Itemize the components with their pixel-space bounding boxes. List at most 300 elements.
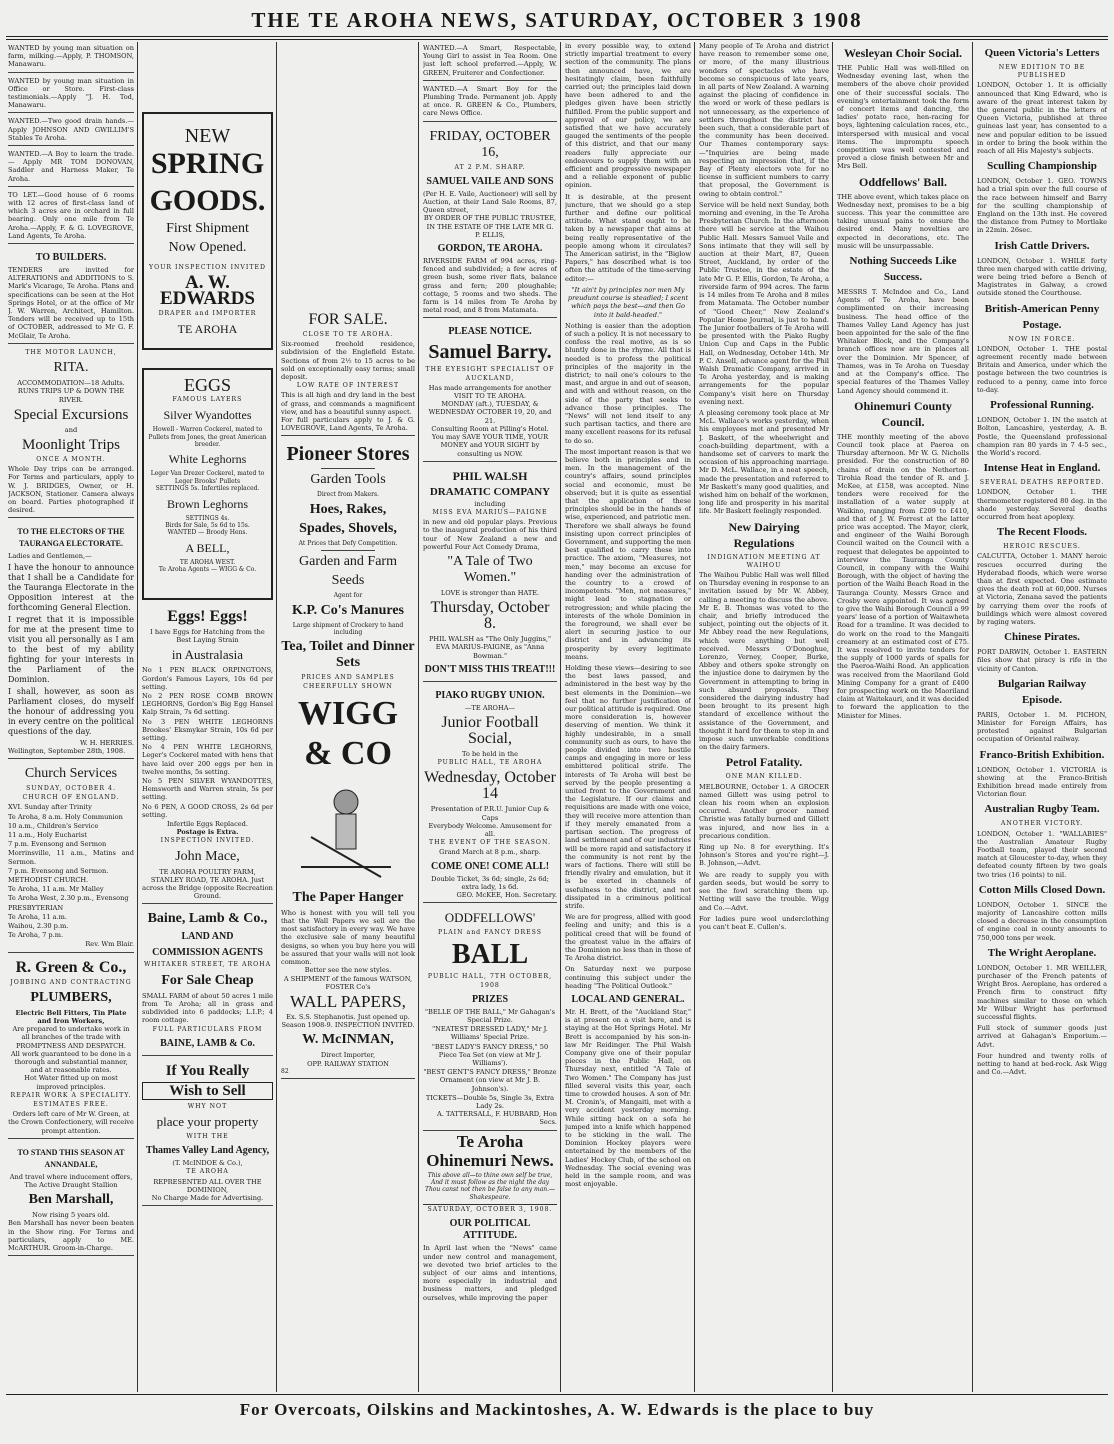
baine-ad [142,906,273,1055]
pen-item: No 6 PEN, A GOOD CROSS, 2s 6d per setting. [142,802,273,819]
dairy-sub: INDIGNATION MEETING AT WAIHOU [707,553,821,569]
postage-extra: Postage is Extra. [176,828,239,837]
presentation-text: Presentation of P.R.U. Junior Cup & Caps [430,805,550,822]
everybody-text: Everybody Welcome. Amusement for all. [428,821,552,838]
vaile-text: (Per H. E. Vaile, Auctioneer) will sell by Auction, at their Land Sale Rooms, 87, Queen street, [423,189,557,215]
column-rule [276,42,277,1392]
stallion-ad [8,1141,134,1256]
with-text: WITH THE [186,1132,229,1140]
rugby-text: LONDON, October 1. "WALLABIES" the Australian Amateur Rugby Football team, played their second match at Gloucester to-day, when they defeated county fifteen by two goals two tries (16 points) to nil. [977,829,1107,879]
church-line: Te Aroha, 11 a.m. Mr Malley [8,885,104,894]
forsale-text: Six-roomed freehold residence, subdivision of the Englefield Estate. Sections of from 2½ to 15 acres to be sold on exceptionally easy terms; small deposit. [281,340,415,382]
auction-order: BY ORDER OF THE PUBLIC TRUSTEE, IN THE ESTATE OF THE LATE MR G. P. ELLIS, [423,214,557,239]
hoes-heading: Hoes, Rakes, [309,501,387,517]
pioneer-heading: Pioneer Stores [286,443,410,466]
thames-town: TE AROHA [186,1168,229,1176]
first-shipment: First Shipment [166,221,249,236]
mace-text: TE AROHA POULTRY FARM, STANLEY ROAD, TE AROHA. Just across the Bridge (opposite Recreation Ground. [142,867,273,901]
tickets-text: Double Ticket, 3s 6d; single, 2s 6d; extra lady, 1s 6d. [431,874,549,891]
walsh-text: in new and old popular plays. Previous to the inaugural production of his third tour of New Zealand a new and powerful Four Act Comedy Drama, [423,518,557,551]
place-heading: place your property [156,1113,259,1129]
barry-text: Has made arrangements for another VISIT TO TE AROHA. [428,383,552,401]
please-notice: PLEASE NOTICE. [448,326,532,338]
riverside-text: RIVERSIDE FARM of 994 acres, ring-fenced and subdivided; a few acres of green bush, some river flats, balance grass and fern; 200 ploughable; cottage, 5 rooms and two sheds. The farm is 14 miles from Te Aroha by metal road, and 8 from Matamata. [423,257,557,315]
baine-full: FULL PARTICULARS FROM [152,1025,263,1033]
church-line: Te Aroha West, 2.30 p.m., Evensong [8,894,129,903]
spring-heading: SPRING [150,147,265,180]
footer-banner: For Overcoats, Oilskins and Mackintoshes, A. W. Edwards is the place to buy [239,1400,875,1419]
launch-ad [8,346,134,518]
column-5 [565,42,691,1392]
editorial-text: In April last when the "News" came under new control and management, we devoted two brief articles to the subject of our aims and intentions, more especially in industrial and business matters, and pledged ourselves, while improving the paper [423,1244,557,1302]
piako: PIAKO RUGBY UNION. [435,689,545,701]
column-rule [832,42,833,1392]
running-heading: Professional Running. [990,399,1094,412]
green-repair: REPAIR WORK A SPECIALITY. [10,1091,132,1099]
stallion-name: Ben Marshall, [28,1192,114,1208]
green-p: Are prepared to undertake work in all branches of the trade with PROMPTNESS AND DESPATCH. [12,1025,130,1050]
heat-sub: SEVERAL DEATHS REPORTED. [979,479,1105,487]
paper-title-2: Ohinemuri News. [426,1150,554,1170]
column-rule [560,42,561,1392]
electors-title: TO THE ELECTORS OF THE TAURANGA ELECTORATE. [17,527,125,549]
close-heading: CLOSE TO TE AROHA. [302,331,394,338]
wigg-heading: WIGG & CO [297,694,399,772]
postage-heading: British-American Penny Postage. [984,302,1100,331]
love-text: LOVE is stronger than HATE. [440,588,540,597]
dairy-text: The Waihou Public Hall was well filled on Thursday evening in response to an invitation issued by Mr W. Abbey, calling a meeting to discuss the above. Mr E. B. Thomas was voted to the chair, and briefly introduced the subject, pointing out the objects of it. Mr Abbey read the new Regulations, which were anything but well received. Messrs O'Donoghue, Lorenzo, Verney, Cooper, Burke, Abbey and others spoke strongly on the injustice done to dairymen by the Government in attempting to bring in such absurd proposals. They considered the dairying industry had been brought to its present high standard of excellence without the assistance of the Government, and thought it hard for them to step in and impose such unworkable conditions on the dairy farmers. [699,570,829,752]
nothing-text: MESSRS T. McIndoe and Co., Land Agents of Te Aroha, have been complimented on their increasing business. The head office of the Thames Valley Land Agency has just been appointed for the sale of the fine Whitaker Block, and the Company's branch offices now are in places all over the Dominion. Mr Spencer, of Thames, was in Te Aroha on Tuesday and at the Company's office. The special features of the Thames Valley Land Agency should commend it. [837,288,969,395]
eggs-sub: FAMOUS LAYERS [172,396,243,403]
summer-advt: Full stock of summer goods just arrived at Gahagan's Emporium.—Advt. [977,1024,1107,1049]
leghorns-text: Leger Van Drezer Cockerel, mated to Leger Brooks' Pullets [150,470,265,485]
green-title: R. Green & Co., [15,958,127,976]
bell-addr: TE AROHA WEST. [179,558,236,566]
importer-text: Direct Importer, [320,1051,376,1060]
tea-heading: Tea, Toilet and Dinner Sets [281,639,415,671]
church-line: 7 p.m. Evensong and Sermon [8,840,107,849]
church-title: Church Services [24,765,118,781]
baine-commission: COMMISSION AGENTS [152,947,263,959]
electors-p3: I shall, however, as soon as Parliament closes, do myself the honour of addressing you in every centre on the political questions of the day. [8,686,134,736]
whynot: WHY NOT [187,1102,228,1110]
nothing-heading: Nothing Succeeds Like Success. [849,255,957,284]
column-4 [423,42,557,1392]
ball-date: PUBLIC HALL, 7TH OCTOBER, 1908 [427,973,553,989]
electors-greeting: Ladies and Gentlemen,— [8,552,92,561]
wright-heading: The Wright Aeroplane. [987,946,1097,959]
bulgarian-heading: Bulgarian Railway Episode. [997,677,1087,706]
baine-text: SMALL FARM of about 50 acres 1 mile from Te Aroha; all in grass and subdivided into 6 paddocks; L.I.P.; 4 room cottage. [142,991,273,1025]
irish-heading: Irish Cattle Drivers. [994,239,1090,252]
sculling-heading: Sculling Championship [987,160,1097,173]
church-line: Waihou, 2.30 p.m. [8,921,69,930]
pirates-heading: Chinese Pirates. [1004,631,1080,644]
petrol-sub: ONE MAN KILLED. [725,773,803,781]
classified-ad: WANTED.—A Boy to learn the trade. — Apply MR TOM DONOVAN, Saddler and Harness Maker, Te Aroha. [8,148,134,187]
bell-agents: Te Aroha Agents — WIGG & Co. [158,566,257,574]
cotton-heading: Cotton Mills Closed Down. [978,883,1106,896]
petrol-text: MELBOURNE, October 1. A GROCER named Gillett was using petrol to clean his room when an explosion occurred. Another grocer named Christie was fatally burned and Gillett was injured, and now lies in a precarious condition. [699,782,829,840]
eggs-hatching-ad [142,604,273,904]
barry-name: Samuel Barry. [428,341,552,364]
electors-ad [8,520,134,759]
excursions-heading: Special Excursions [13,406,129,423]
plain-fancy: PLAIN and FANCY DRESS [437,929,543,937]
stallion-text: Ben Marshall has never been beaten in the Show ring. For Terms and particulars, apply to ME. McARTHUR. Groom-in-Charge. [8,1219,134,1253]
church-line: PRESBYTERIAN [8,903,64,912]
mcinman-heading: W. McINMAN, [302,1032,394,1048]
bed-advt: Four hundred and twenty rolls of netting to hand at bed-rock. Ask Wigg and Co.—Advt. [977,1051,1107,1077]
masthead-rule-2 [6,39,1108,40]
floods-sub: HEROIC RESCUES. [1003,543,1081,551]
represented: REPRESENTED ALL OVER THE DOMINION, [153,1177,262,1194]
launch-title: THE MOTOR LAUNCH, [25,348,117,356]
prize-list [423,1008,557,1093]
classified-ad: WANTED.—A Smart, Respectable, Young Girl to assist in Tea Room. One just left school preferred.—Apply, W. GREEN, Fruiterer and Confectioner. [423,42,557,81]
paper-title-block [423,1131,557,1206]
electors-date: Wellington, September 28th, 1908. [8,746,126,755]
column-rule [418,42,419,1392]
column-rule [694,42,695,1392]
church-lines [8,803,134,939]
thames-agency: Thames Valley Land Agency, [145,1145,270,1157]
electors-sign: W. H. HERRIES. [79,738,134,747]
heat-text: LONDON, October 1. THE thermometer registered 80 deg. in the shade yesterday. Several deaths occurred from heat apoplexy. [977,488,1107,521]
wyandottes-text: Howell - Warren Cockerel, mated to Pullets from Jones, the great American breeder. [148,426,267,449]
church-line: Te Aroha, 8 a.m. Holy Communion [8,812,123,821]
tools-heading: Garden Tools [310,472,386,488]
motto: This above all—to thine own self be true, And it must follow as the night the day Thou canst not then be false to any man.—Shakespeare. [424,1171,556,1201]
hanger-heading: The Paper Hanger [292,889,404,905]
church-line: METHODIST CHURCH. [8,875,89,884]
draper: DRAPER and IMPORTER [158,310,257,318]
forsale-heading: FOR SALE. [308,311,388,328]
te-aroha: —TE AROHA— [464,703,516,712]
barry-place: Consulting Room at Pilling's Hotel. [431,424,549,433]
franco-text: LONDON, October 1. VICTORIA is showing at the Franco-British Exhibition bread made entirely from Victorian flour. [977,765,1107,799]
wish-heading: Wish to Sell [142,1082,273,1100]
pen-item: No 5 PEN SILVER WYANDOTTES, Hemsworth and Warren strain, 5s per setting. [142,777,273,802]
thursday-date: Thursday, October 8. [430,599,550,633]
editorial-p7: On Saturday next we purpose continuing this subject under the heading "The Political Outlook." [565,965,691,990]
hanger-better: Better see the new styles. [304,966,392,975]
green-ad [8,955,134,1139]
church-ad [8,761,134,953]
mace-invited: INSPECTION INVITED. [160,837,255,845]
ohinemuri-heading: Ohinemuri County Council. [854,398,952,429]
barry-sight: THE EYESIGHT SPECIALIST OF AUCKLAND, [425,366,555,382]
rugby-sub: ANOTHER VICTORY. [1000,820,1084,828]
inspection-invited: YOUR INSPECTION INVITED [149,264,266,271]
prizes-heading: PRIZES [471,993,509,1005]
junior-social: Junior Football Social, [441,713,539,747]
ready-advt: We are ready to supply you with garden seeds, but would be sorry to see the fowl scratching them up. Netting will save the trouble. Wigg and Co.—Advt. [699,870,829,912]
walsh-in: PHIL WALSH as "The Only Juggins," EVA MARIUS-PAIGNE, as "Anna Bowman." [428,635,552,660]
editorial-p5: Holding these views—desiring to see the best laws passed, and administered in the best way by the best elements in the Dominion—we feel that no further justification of our political attitude is required. One more consideration is, however deserving of mention. We think it highly undesirable, in a small community such as ours, to have the people divided into two hostile camps and engaging in more or less embittered political strife. The interests of Te Aroha will best be served by the people presenting a united front to the Government and the Legislature. If our claims and requisitions are made with one voice, they will receive more attention than if they merely emanated from a partisan section. The progress of land settlement and of our industries will be more rapid and satisfactory if the community is not rent by the wars of factions. There will still be friendly rivalry and emulation, but it is be exerted in channels of usefulness to the district, and not dissipated in a criminous political strife. [565,664,691,910]
moonlight-heading: Moonlight Trips [22,436,120,453]
wyandottes-heading: Silver Wyandottes [163,408,252,423]
dramatic-company: DRAMATIC COMPANY [429,485,551,498]
leghorns-heading: White Leghorns [168,452,247,467]
postage-sub: NOW IN FORCE. [1008,335,1076,343]
editorial-p6: We are for progress, allied with good feeling and unity; and this is a political creed that will be found of the greatest value in the affairs of the Dominion no less than in those of Te Aroha district. [565,913,691,963]
builders-ad [8,246,134,344]
running-text: LONDON, October 1. IN the match at Bolton, Lancashire, yesterday, A. B. Postle, the Queensland professional champion ran 80 yards in 7 4-5 sec., the World's record. [977,416,1107,457]
auction-time: AT 2 P.M. SHARP. [454,163,526,171]
classified-ad: TO LET.—Good house of 6 rooms with 12 acres of first-class land of which 3 acres are in orchard in full bearing. Only one mile from Te Aroha.—Apply, F. & G. LOVEGROVE, Land Agents, Te Aroha. [8,189,134,244]
barry-save: You may SAVE YOUR TIME, YOUR MONEY and YOUR SIGHT by consulting us NOW. [431,433,549,458]
pioneer-ad [281,438,415,1079]
ball-tickets: TICKETS—Double 5s, Single 3s, Extra Lady 2s. [425,1093,555,1111]
baine-sale: For Sale Cheap [161,972,254,988]
baine-from: BAINE, LAMB & Co. [160,1037,255,1049]
editorial-title: OUR POLITICAL ATTITUDE. [449,1218,531,1242]
stand-text: And travel where inducement offers, The Active Draught Stallion [9,1172,133,1190]
column-rule [137,42,138,1392]
kp-heading: K.P. Co's Manures [291,602,404,618]
queen-sub: NEW EDITION TO BE PUBLISHED [998,64,1086,80]
rugby-heading: Australian Rugby Team. [984,803,1100,816]
franco-heading: Franco-British Exhibition. [979,748,1105,761]
ring-advt: Ring up No. 8 for everything. It's Johnson's Stores and you're right—J. B. Johnson,—Advt. [699,843,829,868]
green-estimates: ESTIMATES FREE. [33,1101,109,1109]
hall-text: PUBLIC HALL, TE AROHA [437,759,543,767]
church-sub: CHURCH OF ENGLAND. [22,794,120,802]
barry-days: MONDAY (aft.), TUESDAY, & WEDNESDAY OCTOBER 19, 20, and 21. [428,400,552,425]
col3-spacer [281,42,415,307]
man-illustration-icon [281,777,411,887]
settings-text: SETTINGS 5s. Infertiles replaced. [155,485,260,493]
church-sign: Rev. Wm Blair. [85,940,134,949]
irish-text: LONDON, October 1. WHILE forty three men charged with cattle driving, were being tried before a Bench of Magistrates in Galway, a crowd outside stoned the Courthouse. [977,256,1107,298]
pirates-text: PORT DARWIN, October 1. EASTERN files show that piracy is rife in the vicinity of Canton. [977,648,1107,673]
queen-heading: Queen Victoria's Letters [984,47,1100,59]
mcindoe: (T. McINDOE & Co.), [172,1159,243,1168]
baine-title: Baine, Lamb & Co., [147,911,268,927]
direct-text: Direct from Makers. [317,491,379,499]
thames-ad [142,1058,273,1206]
eva-name: MISS EVA MARIUS—PAIGNE [432,508,548,516]
eggs2-heading: Eggs! Eggs! [167,608,248,625]
samples-text: PRICES AND SAMPLES CHEERFULLY SHOWN [301,674,395,690]
masthead: THE TE AROHA NEWS, SATURDAY, OCTOBER 3 1908 [251,8,863,32]
prize-item: "BELLE OF THE BALL," Mr Gahagan's Special Prize. [424,1007,556,1024]
walsh-name: PHIL WALSH [452,468,528,483]
church-line: 11 a.m., Holy Eucharist [8,830,87,839]
now-opened: Now Opened. [168,240,247,255]
church-date: SUNDAY, OCTOBER 4. [26,784,116,792]
including-text: including [474,499,506,508]
wesleyan-heading: Wesleyan Choir Social. [843,46,963,60]
season-text: Ex. S.S. Stephanotis. Just opened up. Season 1908-9. INSPECTION INVITED. [281,1012,415,1030]
ladies-advt: For ladies pure wool underclothing you can't beat E. Cullen's. [699,914,829,931]
ad-number: 82 [281,1067,289,1075]
once-month: ONCE A MONTH. [36,455,106,463]
column-1 [8,42,134,1392]
gordon: GORDON, TE AROHA. [437,243,543,255]
wallpapers-heading: WALL PAPERS, [290,991,406,1011]
heat-heading: Intense Heat in England. [983,462,1101,475]
church-line: Te Aroha, 7 p.m. [8,931,64,940]
column-rule [972,42,973,1392]
edwards-town: TE AROHA [177,322,238,337]
oddfellows-text: THE above event, which takes place on Wednesday next, promises to be a big success. This year the committee are taking unusual pains to ensure the desired end. Many novelties are expected in decorations, etc. The music will be unsurpassable. [837,192,969,250]
church-line: XVI. Sunday after Trinity [8,803,92,812]
infertile: Infertile Eggs Replaced. [167,820,248,829]
petrol-heading: Petrol Fatality. [725,755,803,770]
edwards-name: A. W. EDWARDS [159,272,256,310]
agent-text: Agent for [333,592,363,600]
church-line: 7 p.m. Evensong and Sermon. [8,866,109,875]
queen-text: LONDON, October 1. It is officially announced that King Edward, who is aware of the great interest taken by the general public in the letters of Queen Victoria, published at three guineas last year, has consented to a new and popular edition to be issued in order to bring the book within the reach of all His Majesty's subjects. [977,81,1107,156]
column-8 [977,42,1107,1392]
green-p2: All work guaranteed to be done in a thorough and substantial manner, and at reasonable rates. [10,1049,132,1075]
electors-p1: I have the honour to announce that I shall be a Candidate for the Tauranga Electorate in the Opposition interest at the forthcoming General Election. [8,562,134,612]
local-heading: LOCAL AND GENERAL. [571,993,685,1005]
ball-ad [423,905,557,1130]
forsale-ad [281,307,415,436]
launch-name: RITA. [53,360,89,376]
editorial-verse: "It ain't by principles nor men My preudunt course is steadied; I scent which pays the best—and then Go into it bald-headed." [567,285,689,319]
news-p1: Many people of Te Aroha and district have reason to remember some one, or more, of the many illustrious wonders of spectacles who have become so conspicuous of late years, in all parts of New Zealand. A warning against the placing of confidence in the word or work of these pedlars is not unnecessary, as the experience of settlers throughout the district has been such, that a considerable part of the community has been deceived. Our Thames contemporary says:—"Inquiries are being made respecting an impression that, if the Bay of Plenty electors vote for no license in sufficient numbers to carry that proposal, the Government is owing to obtain control." [699,42,829,198]
seeds-heading-2: Seeds [331,573,365,589]
seeds-heading-1: Garden and Farm [299,554,397,570]
church-line: 10 a.m., Children's Service [8,821,99,830]
auction-date: FRIDAY, OCTOBER 16, [429,128,551,160]
walsh-ad [423,464,557,682]
classified-ad: WANTED.—Two good drain hands.—Apply JOHNSON AND GWILLIM'S Stables Te Aroha. [8,115,134,146]
column-6 [699,42,829,1392]
football-ad [423,684,557,903]
wright-text: LONDON, October 1. MR WEILLER, purchaser of the French patents of Wright Bros. Aeroplane, has ordered a French firm to construct fifty machines similar to those on which Mr Wilbur Wright has performed successful flights. [977,963,1107,1022]
wesleyan-text: THE Public Hall was well-filled on Wednesday evening last, when the members of the above choir provided one of their successful socials. The evening's entertainment took the form of concert items and dancing, the ladies' potato race, hen-racing for boys, lightening calculation races, etc., interspersed with musical and vocal items. The impromptu speech competition was well contested and proved a close finish between Mr and Mrs Bell. [837,64,969,171]
green-p3: Hot Water fitted up on most improved principles. [24,1074,118,1091]
builders-title: TO BUILDERS. [35,252,107,264]
prize-item: "NEATEST DRESSED LADY," Mr J. Williams' Special Prize. [432,1025,548,1042]
postage-text: LONDON, October 1. THE postal agreement recently made between Britain and America, under which the postage between the two countries is reduced to a penny, came into force to-day. [977,344,1107,394]
baine-land: LAND AND [181,931,234,943]
mace-name: John Mace, [175,848,240,864]
prize-item: "BEST LADY'S FANCY DRESS," 50 Piece Tea Set (on view at Mr J. Williams'). [431,1042,549,1067]
tale-title: "A Tale of Two Women." [447,553,533,585]
sculling-text: LONDON, October 1. GEO. TOWNS had a trial spin over the full course of the race between himself and Barry for the sculling championship of England on the 13th inst. He covered the distance from Putney to Mortlake in 22min. 26sec. [977,177,1107,235]
editorial-p2: It is desirable, at the present juncture, that we should go a step further and define our political attitude. What stand ought to be taken by a newspaper that aims at being really representative of the people among whom it circulates? The American satirist, in the "Biglow Papers," has described what is too often the attitude of the time-serving editor:— [565,192,691,283]
pen-item: No 2 PEN ROSE COMB BROWN LEGHORNS, Gordon's Big Egg Hansel Kalp Strain, 7s 6d setting. [142,692,273,717]
ball-heading: BALL [451,939,529,971]
shipment-text: A SHIPMENT of the famous WATSON, FOSTER Co's [283,974,413,991]
oddfellows-ball-heading: Oddfellows' Ball. [858,174,947,189]
auction-ad [423,124,557,319]
march-text: Grand March at 8 p.m., sharp. [439,848,541,857]
church-line: Te Aroha, 11 a.m. [8,912,67,921]
illustration [281,777,415,887]
pen-item: No 1 PEN BLACK ORPINGTONS, Gordon's Famous Layers, 10s 6d per setting. [142,666,273,691]
green-orders: Orders left care of Mr W. Green, at the Crown Confectionery, will receive prompt attention. [8,1110,134,1135]
classified-ad: WANTED by young man situation in Office or Store. First-class testimonials.—Apply "J. H. Tod, Manawaru. [8,75,134,114]
really-heading: If You Really [165,1062,250,1079]
and-text: and [64,425,78,434]
spades-heading: Spades, Shovels, [299,520,397,536]
edwards-ad [142,112,273,350]
church-line: Morrinsville, 11 a.m., Matins and Sermon. [8,849,134,866]
local-text: Mr. H. Brett, of the "Auckland Star," is at present on a visit here, and is staying at the Hot Springs Hotel. Mr Brett is accompanied by his son-in-law Mr Reidinger. The Phil Walsh Company give one of their popular pieces in the Public Hall, on Thursday next, entitled "A Tale of Two Women." The Company has just filled several visits this year, each time to crowded houses. A son of Mr. M. Cronin's, of Mangaiti, met with a very accident yesterday morning. While sitting back on a sofa he jumped into a knife which happened to be sticking in the wall. The Dominion Hockey players were entertained by the members of the Ladies' Hockey Club, of the school on Wednesday. The social evening was held in the sample room, and was most enjoyable. [565,1007,691,1189]
green-plumbers: PLUMBERS, [30,989,112,1005]
dont-miss: DON'T MISS THIS TREAT!!! [424,663,556,675]
editorial-p3: Nothing is easier than the adoption of such a policy. It is not necessary to confess the real motive, as is so bluntly done in the rhyme. All that is needed is to profess the political principles of the majority in the district; to nail one's colours to the mast, and argue in and out of season, and with and without reason, on the side of the party that seeks to advance those principles. The "News" will not lend itself to any such partisan tactics, and there are many excellent reasons for its refusal to do so. [565,321,691,445]
interest-heading: LOW RATE OF INTEREST [296,382,400,390]
crockery-text: Large shipment of Crockery to hand including [292,621,404,637]
pen-list [142,666,273,819]
floods-heading: The Recent Floods. [996,526,1088,539]
floods-text: CALCUTTA, October 1. MANY heroic rescues occurred during the Hyderabad floods, which were worse than at first expected. One estimate gives the death roll at 60,000. Nurses at Victoria, Zenana saved the patients by carrying them over the roofs of buildings which were almost covered by raging waters. [977,552,1107,626]
cotton-text: LONDON, October 1. SINCE the majority of Lancashire cotton mills closed a decrease in the consumption of engine coal in county amounts to 750,000 tons per week. [977,900,1107,942]
launch-text: ACCOMMODATION—18 Adults. RUNS TRIPS UP & DOWN THE RIVER. [17,379,125,404]
editorial-p4: The most important reason is that we believe both in principles and in men. In the management of the country's affairs, sound principles social and economic, must be observed; but it is quite as essential that the application of these principles should be in the hands of wise, experienced, and patriotic men. Therefore we shall always be found insisting upon correct principles of Government, and supporting the men best qualified to carry these into practice. The axiom, "Measures, not men," may become an excuse for handing over the administration of the country to a crowd of incompetents. "Men, not measures," might lead to stagnation or retrogression; and while placing the interests of the whole Dominion in the foreground, we shall ever be alert in securing justice to our district and in advancing its prosperity by every legitimate means. [565,447,691,661]
australasia: in Australasia [171,647,244,663]
editorial-p1: in every possible way, to extend strictly impartial treatment to every section of the community. The plans then announced have, we are hesitatingly claim, been faithfully carried out; the principles laid down have been adhered to and the pledges given have been strictly fulfilled. From the public support and approval of our policy, we are satisfied that we have accurately gauged the sentiments of the people of this district, and that our many readers fully appreciate our endeavours to supply them with an efficient and progressive newspaper and a reliable exponent of public opinion. [565,42,691,190]
excursions-text: Whole Day trips can be arranged. For Terms and particulars, apply to W. J. BRIDGES, Owner, or H. JACKSON, Stationer. Camera always on board. Parties photographed if desired. [8,465,134,515]
footer-rule [6,1394,1108,1395]
divider [321,550,375,551]
column-3 [281,42,415,1392]
come-text: COME ONE! COME ALL! [430,860,550,872]
nocharge: No Charge Made for Advertising. [151,1193,264,1202]
masthead-rule [6,36,1108,37]
brown-heading: Brown Leghorns [167,496,248,511]
barry-ad [423,320,557,461]
prices-text: At Prices that Defy Competition. [298,539,398,547]
green-text: Electric Bell Fitters, Tin Plate and Iron Workers, [15,1008,127,1025]
green-sub: JOBBING AND CONTRACTING [10,978,132,986]
bell-name: A BELL, [185,540,230,555]
hanger-text: Who is honest with you will tell you that the Wall Papers we sell are the most satisfactory in every way. We have the exclusive sale of many beautiful designs, so when you buy here you will be assured that your walls will not look common. [281,908,415,967]
birds-text: Birds for Sale, 5s 6d to 15s. [165,522,250,530]
eggs-ad [142,368,273,600]
wanted-text: WANTED — Broody Hens. [167,529,248,537]
oddfellows-heading: ODDFELLOWS' [444,910,536,926]
bulgarian-text: PARIS, October 1. M. PICHON, Minister for Foreign Affairs, has protested against Bulgarian occupation of Oriental railway. [977,710,1107,744]
paper-title-1: Te Aroha [456,1131,524,1151]
mckee-text: GEO. McKEE, Hon. Secretary. [456,890,557,899]
pen-item: No 3 PEN WHITE LEGHORNS Brookes' Eksmykar Strain, 10s 6d per setting. [142,717,273,743]
ball-secs: A. TATTERSALL, F. HUBBARD, Hon Secs. [437,1110,557,1127]
held-text: To be held in the [462,749,518,758]
classified-ad: WANTED by young man situation on farm, milking.—Apply, P. THOMSON, Manawaru. [8,42,134,73]
column-7 [837,42,969,1392]
builders-text: TENDERS are invited for ALTERATIONS and ADDITIONS to S. Mark's Vicarage, Te Aroha. Plans and specifications can be seen at the Hot Springs Hotel, or at the office of Mr J. W. Warren, Architect, Hamilton. Tenders will be received up to 15th of OCTOBER, addressed to Mr G. F. McGlair, Te Aroha. [8,266,134,340]
forsale-apply: For full particulars apply to J. & G. LOVEGROVE, Land Agents, Te Aroha. [281,416,415,433]
new-heading: NEW [184,125,231,147]
vaile-name: SAMUEL VAILE AND SONS [426,175,554,187]
divider [321,468,375,469]
hatching-text: I have Eggs for Hatching from the Best Laying Strain [150,628,265,645]
prize-item: "BEST GENT'S FANCY DRESS," Bronze Ornament (on view at Mr J. B. Johnson's). [423,1068,557,1093]
dairy-heading: New Dairying Regulations [728,519,800,550]
brown-text: SETTINGS 4s. [185,514,230,522]
stallion-age: Now rising 5 years old. [32,1211,110,1220]
news-p3: A pleasing ceremony took place at Mr McL. Wallace's works yesterday, when his employees met and presented Mr J. Baskett, of the wheelwright and coach-building department, with a handsome set of carvers to mark the occasion of his approaching marriage. Mr D. McL. Wallace, in a neat speech, made the presentation and referred to Mr Baskett's many good qualities, and wished him on behalf of the workmen, long life and prosperity in his marital life. Mr Baskett feelingly responded. [699,408,829,516]
editorial-date: SATURDAY, OCTOBER 3, 1908. [427,1206,553,1214]
ohinemuri-text: THE monthly meeting of the above Council took place at Paeroa on Thursday afternoon. Mr W. G. Nicholls presided. For the construction of 80 chains of drain on the Netherton-Tirohia Road the tender of R. and J. McKee, at £158, was accepted. Nine tenders were received for the installation of a water supply at Waikino, ranging from £209 to £410, and that of J. W. Forrest at the latter price was accepted. The Mayor, clerk, and engineer of the Waihi Borough Council waited on the Council with a request that delegates be appointed to interview the Tauranga County Council, in company with the Waihi Borough, with the object of having the portion of the Waihi Beach Road in the Tauranga County. Messrs Grace and Crosby were appointed. It was agreed to give the Waihi Borough Council a 99 years' lease of a portion of Waitawheta Road for a tramline. It was decided to do work on the road to the Mangaiti creamery at an estimated cost of £75. It was resolved to invite tenders for the supply of 1000 yards of spalls for the Paeroa-Waihi Road. An application was received from the Maoriland Gold Mining Company for a grant of £400 for prospecting work on the Maoriland claim at Waitekauri, and it was decided to forward the application to the Minister for Mines. [837,432,969,720]
wednesday-date: Wednesday, October 14 [424,769,556,803]
event-text: THE EVENT OF THE SEASON. [429,839,551,847]
eggs-title: EGGS [183,375,231,395]
classified-ad: WANTED.—A Smart Boy for the Plumbing Trade. Permanent job. Apply at once. R. GREEN & Co., Plumbers, care News Office. [423,83,557,122]
electors-p2: I regret that it is impossible for me at the present time to visit you all personally as I am to the best of my ability fighting for your interests in the Parliament of the Dominion. [8,614,134,684]
goods-heading: GOODS. [149,184,266,217]
pen-item: No 4 PEN WHITE LEGHORNS, Leger's Cockerel mated with hens that have laid over 200 eggs per hen in twelve months, 5s setting. [142,743,273,776]
